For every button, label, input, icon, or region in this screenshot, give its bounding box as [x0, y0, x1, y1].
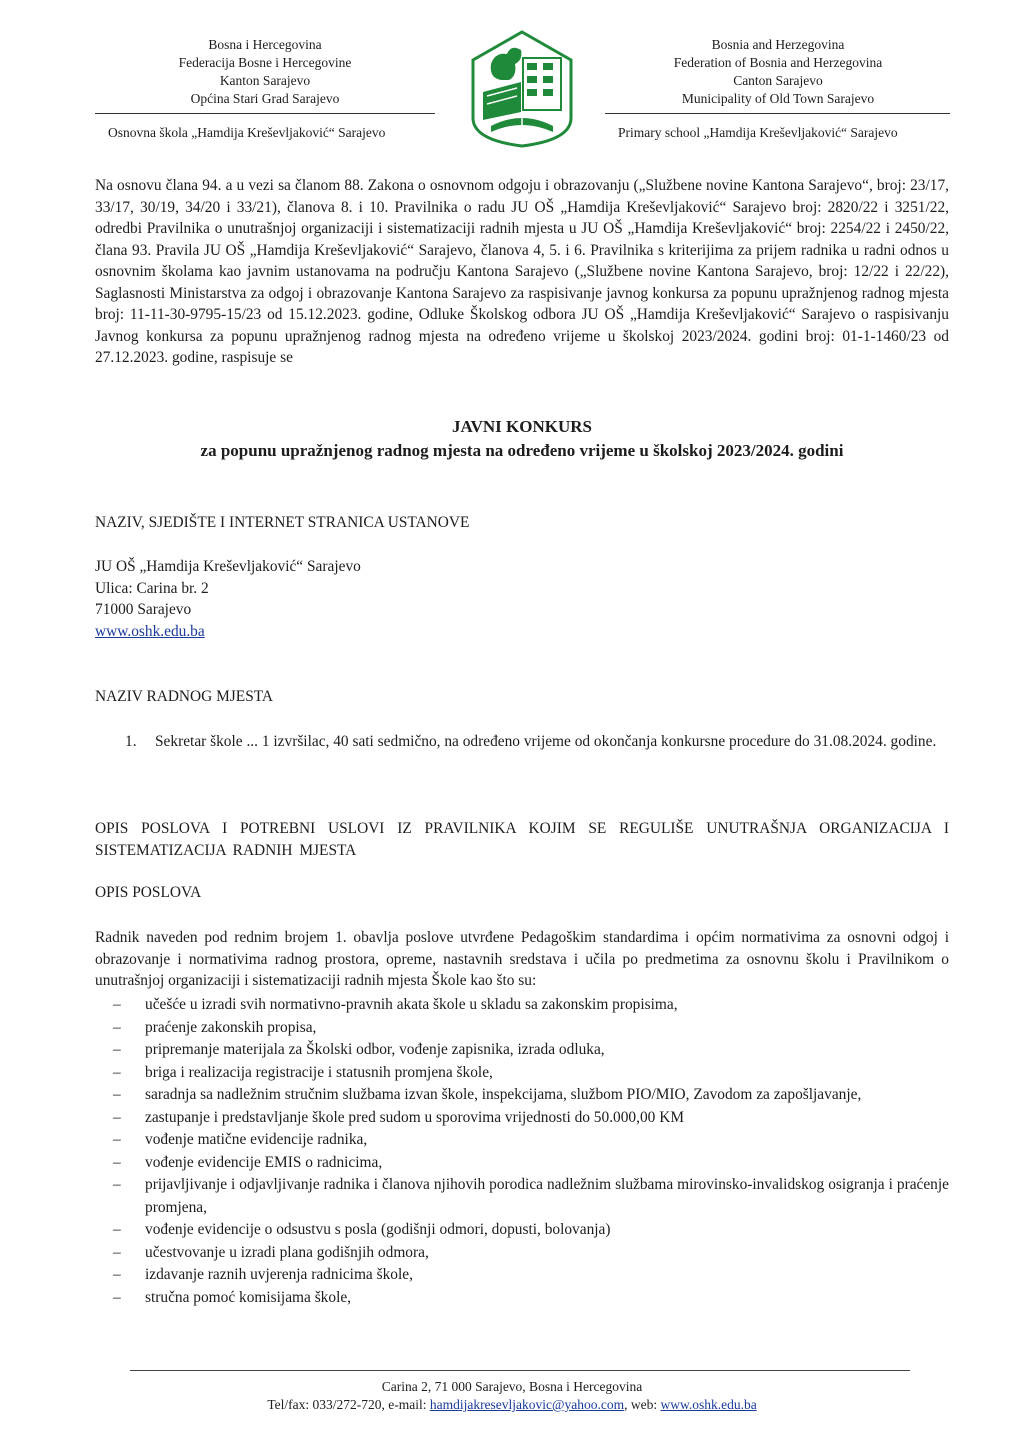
list-item: – učešće u izradi svih normativno-pravnih akata škole u skladu sa zakonskim propisima, — [113, 996, 678, 1013]
footer-web-label: , web: — [624, 1397, 661, 1412]
school-name-english: Primary school „Hamdija Kreševljaković“ Sarajevo — [618, 125, 898, 140]
institution-address — [95, 556, 361, 642]
footer-divider — [130, 1370, 910, 1371]
header-left-line: Kanton Sarajevo — [219, 73, 311, 88]
institution-heading: NAZIV, SJEDIŠTE I INTERNET STRANICA USTANOVE — [95, 514, 470, 531]
position-item — [125, 731, 949, 753]
list-item: – izdavanje raznih uvjerenja radnicima škole, — [113, 1266, 413, 1283]
footer-email-link[interactable]: hamdijakresevljakovic@yahoo.com — [429, 1397, 625, 1412]
position-heading: NAZIV RADNOG MJESTA — [95, 688, 274, 705]
list-item: – učestvovanje u izradi plana godišnjih odmora, — [113, 1243, 429, 1261]
duties-subheading: OPIS POSLOVA — [95, 884, 202, 901]
list-item: – stručna pomoć komisijama škole, — [113, 1288, 352, 1306]
school-name-local: Osnovna škola „Hamdija Kreševljaković“ Sarajevo — [108, 125, 386, 140]
footer-web-link[interactable]: www.oshk.edu.ba — [660, 1397, 757, 1412]
institution-website-link[interactable]: www.oshk.edu.ba — [95, 622, 205, 640]
legal-basis-paragraph: Na osnovu člana 94. a u vezi sa članom 88. Zakona o osnovnom odgoju i obrazovanju („Službene novine Kantona Sarajevo“, broj: 23/17, 33/17, 30/19, 34/20 i 33/21), članova 8. i 10. Pravilnika o radu JU OŠ „Hamdija Kreševljaković“ Sarajevo broj: 2820/22 i 3251/22, odredbi Pravilnika o unutrašnjoj organizaciji i sistematizaciji radnih mjesta u JU OŠ „Hamdija Kreševljaković“ broj: 2254/22 i 2450/22, člana 93. Pravila JU OŠ „Hamdija Kreševljaković“ Sarajevo, članova 4, 5. i 6. Pravilnika s kriterijima za prijem radnika u radni odnos u osnovnim školama kao javnim ustanovama na području Kantona Sarajevo („Službene novine Kantona Sarajevo, broj: 12/22 i 22/22), Saglasnosti Ministarstva za odgoj i obrazovanje Kantona Sarajevo za raspisivanje javnog konkursa za popunu upražnjenog radnog mjesta broj: 11-11-30-9795-15/23 od 15.12.2023. godine, Odluke Školskog odbora JU OŠ „Hamdija Kreševljaković“ Sarajevo o raspisivanju Javnog konkursa za popunu upražnjenog radnog mjesta na određeno vrijeme u školskoj 2023/2024. godini broj: 01-1-1460/23 od 27.12.2023. godine, raspisuje se — [95, 177, 949, 366]
position-text: Sekretar škole ... 1 izvršilac, 40 sati sedmično, na određeno vrijeme od okončanja konkursne procedure do 31.08.2024. godine. — [155, 733, 937, 750]
header-left-line: Općina Stari Grad Sarajevo — [190, 91, 340, 106]
list-item: – briga i realizacija registracije i statusnih promjena škole, — [113, 1063, 493, 1081]
institution-city: 71000 Sarajevo — [95, 601, 192, 618]
header-right-line: Canton Sarajevo — [733, 73, 823, 88]
title-block — [95, 415, 949, 463]
header-left — [115, 36, 415, 108]
footer — [0, 1378, 1024, 1414]
school-crest-icon — [471, 30, 573, 148]
header-left-line: Federacija Bosne i Hercegovine — [178, 55, 352, 70]
page-title: JAVNI KONKURS — [452, 417, 592, 436]
header-divider-left — [95, 113, 435, 114]
duties-list — [95, 994, 949, 1309]
header-divider-right — [605, 113, 950, 114]
list-item: – vođenje matične evidencije radnika, — [113, 1131, 368, 1148]
header-left-line: Bosna i Hercegovina — [208, 37, 322, 52]
footer-contact — [0, 1396, 1024, 1414]
list-item: – zastupanje i predstavljanje škole pred sudom u sporovima vrijednosti do 50.000,00 KM — [113, 1108, 685, 1126]
header-right-line: Federation of Bosnia and Herzegovina — [673, 55, 883, 70]
list-item: – prijavljivanje i odjavljivanje radnika i članova njihovih porodica nadležnim službama mirovinsko-invalidskog osigranja i praćenje promjena, — [113, 1176, 949, 1216]
list-item: – vođenje evidencije o odsustvu s posla (godišnji odmori, dopusti, bolovanja) — [113, 1221, 611, 1238]
header-right-line: Bosnia and Herzegovina — [711, 37, 845, 52]
list-item: – pripremanje materijala za Školski odbor, vođenje zapisnika, izrada odluka, — [113, 1041, 605, 1058]
header-right — [628, 36, 928, 108]
footer-address: Carina 2, 71 000 Sarajevo, Bosna i Hercegovina — [381, 1379, 643, 1394]
footer-phone: Tel/fax: 033/272-720, e-mail: — [267, 1397, 430, 1412]
institution-name: JU OŠ „Hamdija Kreševljaković“ Sarajevo — [95, 558, 361, 575]
description-heading: OPIS POSLOVA I POTREBNI USLOVI IZ PRAVILNIKA KOJIM SE REGULIŠE UNUTRAŠNJA ORGANIZACIJA I SISTEMATIZACIJA RADNIH MJESTA — [95, 820, 949, 859]
duties-intro: Radnik naveden pod rednim brojem 1. obavlja poslove utvrđene Pedagoškim standardima i općim normativima za osnovni odgoj i obrazovanje i normativima radnog prostora, opreme, nastavnih sredstava i učila po predmetima za osnovnu školu i Pravilnikom o unutrašnjoj organizaciji i sistematizaciji radnih mjesta Škole kao što su: — [95, 929, 949, 989]
page-subtitle: za popunu upražnjenog radnog mjesta na određeno vrijeme u školskoj 2023/2024. godini — [200, 441, 844, 460]
institution-street: Ulica: Carina br. 2 — [95, 579, 209, 597]
header-right-line: Municipality of Old Town Sarajevo — [681, 91, 875, 106]
list-item: – saradnja sa nadležnim stručnim službama izvan škole, inspekcijama, službom PIO/MIO, Zavodom za zapošljavanje, — [113, 1086, 862, 1103]
list-item: – vođenje evidencije EMIS o radnicima, — [113, 1153, 383, 1171]
position-number: 1. — [125, 733, 137, 750]
list-item: – praćenje zakonskih propisa, — [113, 1018, 317, 1036]
